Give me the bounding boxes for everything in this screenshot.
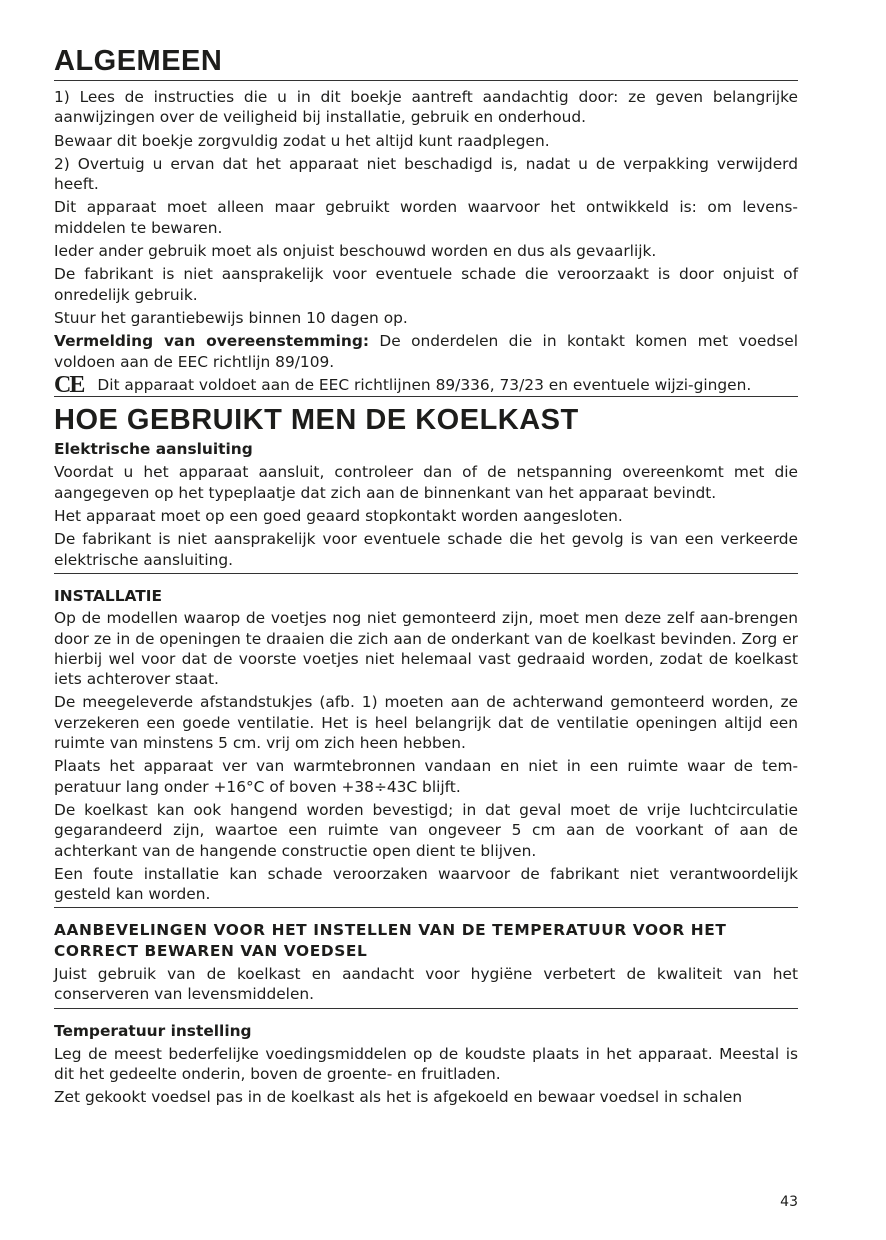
paragraph: Dit apparaat moet alleen maar gebruikt worden waarvoor het ontwikkeld is: om levens-middelen te bewaren. [54, 198, 798, 237]
paragraph: Op de modellen waarop de voetjes nog niet gemonteerd zijn, moet men deze zelf aan-brengen door ze in de openingen te draaien die zich aan de onderkant van de koelkast bevinden. Zorg er hierbij wel voor dat de voorste voetjes niet helemaal vast gedraaid worden, zodat de koelkast iets achterover staat. [54, 609, 798, 689]
divider [54, 80, 798, 81]
paragraph: De fabrikant is niet aansprakelijk voor eventuele schade die het gevolg is van een verkeerde elektrische aansluiting. [54, 530, 798, 569]
ce-mark-icon: CE [54, 371, 84, 398]
paragraph: Juist gebruik van de koelkast en aandacht voor hygiëne verbetert de kwaliteit van het conserveren van levensmiddelen. [54, 964, 798, 1004]
conformity-label: Vermelding van overeenstemming: [54, 332, 370, 351]
divider [54, 907, 798, 908]
conformity-text: De onderdelen die in kontakt komen met voedsel voldoen aan de EEC richtlijn 89/109. [54, 332, 799, 371]
page-number: 43 [780, 1194, 798, 1210]
divider [54, 573, 798, 574]
subheading-installatie: INSTALLATIE [54, 586, 162, 605]
section-title-koelkast: HOE GEBRUIKT MEN DE KOELKAST [54, 404, 579, 437]
ce-text: Dit apparaat voldoet aan de EEC richtlijnen 89/336, 73/23 en eventuele wijzi-gingen. [97, 375, 752, 394]
subheading-temperatuur-instelling: Temperatuur instelling [54, 1021, 252, 1040]
paragraph: De fabrikant is niet aansprakelijk voor eventuele schade die veroorzaakt is door onjuist of onredelijk gebruik. [54, 265, 798, 304]
paragraph: 1) Lees de instructies die u in dit boekje aantreft aandachtig door: ze geven belangrijke aanwijzingen over de veiligheid bij installatie, gebruik en onderhoud. [54, 88, 798, 127]
paragraph: Een foute installatie kan schade veroorzaken waarvoor de fabrikant niet verantwoordelijk gesteld kan worden. [54, 864, 798, 904]
document-page [54, 44, 798, 1108]
ce-paragraph [54, 371, 798, 398]
section-title-algemeen: ALGEMEEN [54, 45, 223, 77]
paragraph: De koelkast kan ook hangend worden bevestigd; in dat geval moet de vrije luchtcirculatie gegarandeerd zijn, waartoe een ruimte van ongeveer 5 cm aan de voorkant of aan de achterkant van de hangende constructie open dient te blijven. [54, 800, 798, 860]
paragraph: Stuur het garantiebewijs binnen 10 dagen op. [54, 308, 408, 327]
paragraph: Voordat u het apparaat aansluit, controleer dan of de netspanning overeenkomt met die aangegeven op het typeplaatje dat zich aan de binnenkant van het apparaat bevindt. [54, 463, 798, 502]
paragraph: Ieder ander gebruik moet als onjuist beschouwd worden en dus als gevaarlijk. [54, 242, 657, 261]
subheading-elektrische-aansluiting: Elektrische aansluiting [54, 440, 253, 459]
paragraph: Leg de meest bederfelijke voedingsmiddelen op de koudste plaats in het apparaat. Meestal is dit het gedeelte onderin, boven de groente- en fruitladen. [54, 1044, 798, 1084]
divider [54, 1008, 798, 1009]
paragraph: Bewaar dit boekje zorgvuldig zodat u het altijd kunt raadplegen. [54, 131, 550, 150]
divider [54, 396, 798, 397]
paragraph: De meegeleverde afstandstukjes (afb. 1) moeten aan de achterwand gemonteerd worden, ze verzekeren een goede ventilatie. Het is heel belangrijk dat de ventilatie openingen altijd een ruimte van minstens 5 cm. vrij om zich heen hebben. [54, 693, 798, 753]
subheading-aanbevelingen: AANBEVELINGEN VOOR HET INSTELLEN VAN DE TEMPERATUUR VOOR HET CORRECT BEWAREN VAN VOEDSEL [54, 921, 727, 960]
paragraph: Het apparaat moet op een goed geaard stopkontakt worden aangesloten. [54, 507, 623, 526]
paragraph: Plaats het apparaat ver van warmtebronnen vandaan en niet in een ruimte waar de tem-peratuur lang onder +16°C of boven +38÷43C blijft. [54, 757, 798, 796]
paragraph: Zet gekookt voedsel pas in de koelkast als het is afgekoeld en bewaar voedsel in schalen [54, 1088, 743, 1107]
conformity-paragraph [54, 331, 798, 372]
paragraph: 2) Overtuig u ervan dat het apparaat niet beschadigd is, nadat u de verpakking verwijderd heeft. [54, 154, 798, 194]
